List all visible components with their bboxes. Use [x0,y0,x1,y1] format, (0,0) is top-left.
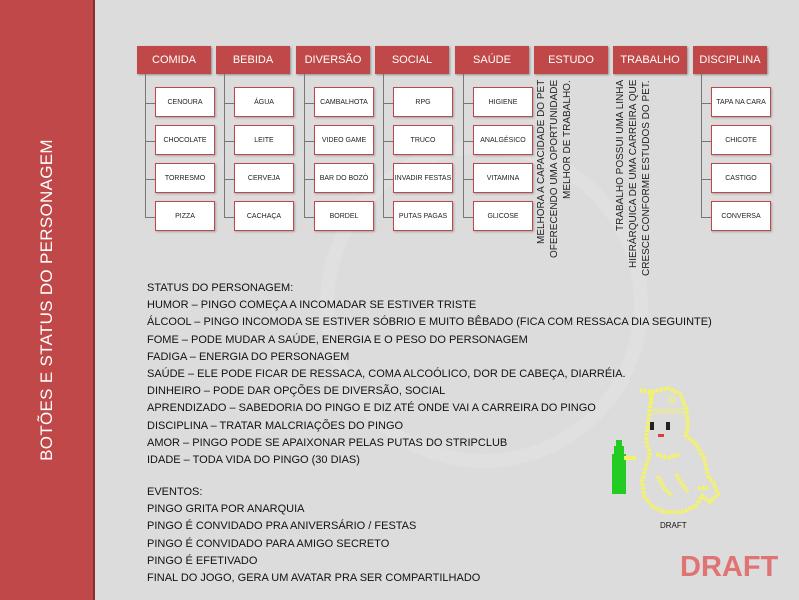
draft-caption: DRAFT [660,521,687,530]
connector [145,217,155,218]
item-agua[interactable]: ÁGUA [234,87,294,117]
item-glicose[interactable]: GLICOSE [473,201,533,231]
item-rpg[interactable]: RPG [393,87,453,117]
event-line: PINGO É CONVIDADO PRA ANIVERSÁRIO / FESTAS [147,520,417,533]
category-trabalho[interactable]: TRABALHO [613,46,687,74]
connector [463,103,473,104]
event-line: PINGO É EFETIVADO [147,554,258,567]
status-line: IDADE – TODA VIDA DO PINGO (30 DIAS) [147,453,360,466]
connector [224,217,234,218]
connector [383,74,384,218]
connector [224,179,234,180]
connector [145,179,155,180]
status-line: FOME – PODE MUDAR A SAÚDE, ENERGIA E O PESO DO PERSONAGEM [147,333,528,346]
trabalho-description: TRABALHO POSSUI UMA LINHA HIERÁRQUICA DE UMA CARREIRA QUE CRESCE CONFORME ESTUDOS DO PET. [615,80,652,276]
connector [145,103,155,104]
connector [304,217,314,218]
connector [701,74,702,218]
item-truco[interactable]: TRUCO [393,125,453,155]
status-line: AMOR – PINGO PODE SE APAIXONAR PELAS PUTAS DO STRIPCLUB [147,436,508,449]
status-line: HUMOR – PINGO COMEÇA A INCOMADAR SE ESTIVER TRISTE [147,299,477,312]
draft-stamp: DRAFT [680,551,779,583]
connector [224,103,234,104]
status-line: FADIGA – ENERGIA DO PERSONAGEM [147,350,350,363]
status-line: APRENDIZADO – SABEDORIA DO PINGO E DIZ ATÉ ONDE VAI A CARREIRA DO PINGO [147,402,596,415]
item-putas-pagas[interactable]: PUTAS PAGAS [393,201,453,231]
connector [701,179,711,180]
connector [701,217,711,218]
item-chocolate[interactable]: CHOCOLATE [155,125,215,155]
item-analgesico[interactable]: ANALGÉSICO [473,125,533,155]
item-pizza[interactable]: PIZZA [155,201,215,231]
category-comida[interactable]: COMIDA [137,46,211,74]
connector [463,74,464,218]
category-disciplina[interactable]: DISCIPLINA [693,46,767,74]
status-heading: STATUS DO PERSONAGEM: [147,282,294,294]
category-diversao[interactable]: DIVERSÃO [296,46,370,74]
status-line: DINHEIRO – PODE DAR OPÇÕES DE DIVERSÃO, SOCIAL [147,385,446,398]
connector [224,141,234,142]
item-vitamina[interactable]: VITAMINA [473,163,533,193]
connector [383,179,393,180]
item-cenoura[interactable]: CENOURA [155,87,215,117]
connector [463,217,473,218]
connector [383,103,393,104]
sidebar-title: BOTÕES E STATUS DO PERSONAGEM [37,139,56,461]
connector [304,141,314,142]
status-line: DISCIPLINA – TRATAR MALCRIAÇÕES DO PINGO [147,419,404,432]
item-invadir-festas[interactable]: INVADIR FESTAS [393,163,453,193]
item-chicote[interactable]: CHICOTE [711,125,771,155]
connector [701,103,711,104]
connector [304,179,314,180]
item-torresmo[interactable]: TORRESMO [155,163,215,193]
item-cambalhota[interactable]: CAMBALHOTA [314,87,374,117]
item-castigo[interactable]: CASTIGO [711,163,771,193]
estudo-description: MELHORA A CAPACIDADE DO PET OFERECENDO UMA OPORTUNIDADE MELHOR DE TRABALHO. [536,80,573,259]
events-heading: EVENTOS: [147,486,203,498]
status-line: SAÚDE – ELE PODE FICAR DE RESSACA, COMA ALCOÓLICO, DOR DE CABEÇA, DIARRÉIA. [147,367,626,380]
item-video-game[interactable]: VIDEO GAME [314,125,374,155]
connector [224,74,225,218]
events-block [147,484,480,587]
connector [701,141,711,142]
category-saude[interactable]: SAÚDE [455,46,529,74]
pingo-character-icon [612,384,722,519]
item-bordel[interactable]: BORDEL [314,201,374,231]
connector [304,103,314,104]
sidebar [0,0,95,600]
connector [304,74,305,218]
connector [145,141,155,142]
item-tapa-na-cara[interactable]: TAPA NA CARA [711,87,771,117]
connector [383,141,393,142]
connector [463,179,473,180]
category-social[interactable]: SOCIAL [375,46,449,74]
category-bebida[interactable]: BEBIDA [216,46,290,74]
connector [145,74,146,218]
category-estudo[interactable]: ESTUDO [534,46,608,74]
item-cachaca[interactable]: CACHAÇA [234,201,294,231]
item-bar-do-bozo[interactable]: BAR DO BOZÓ [314,163,374,193]
status-line: ÁLCOOL – PINGO INCOMODA SE ESTIVER SÓBRIO E MUITO BÊBADO (FICA COM RESSACA DIA SEGUINTE) [147,316,712,329]
item-leite[interactable]: LEITE [234,125,294,155]
item-conversa[interactable]: CONVERSA [711,201,771,231]
event-line: PINGO GRITA POR ANARQUIA [147,503,305,516]
connector [383,217,393,218]
event-line: PINGO É CONVIDADO PARA AMIGO SECRETO [147,537,390,550]
item-cerveja[interactable]: CERVEJA [234,163,294,193]
event-line: FINAL DO JOGO, GERA UM AVATAR PRA SER COMPARTILHADO [147,571,481,584]
connector [463,141,473,142]
item-higiene[interactable]: HIGIENE [473,87,533,117]
